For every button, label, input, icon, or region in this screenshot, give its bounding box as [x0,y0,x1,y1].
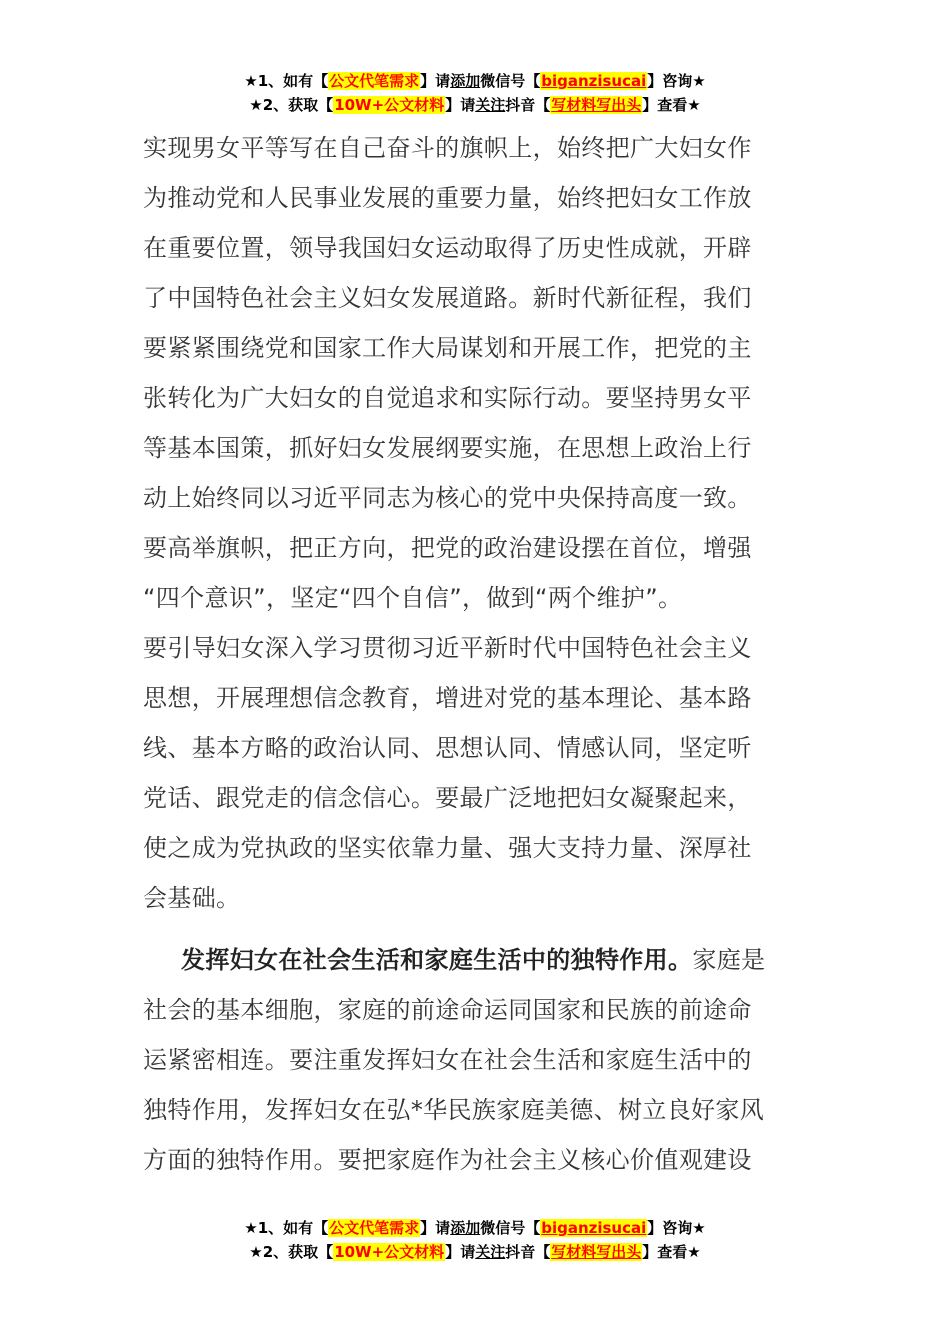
text-line: 社会的基本细胞，家庭的前途命运同国家和民族的前途命 [143,996,752,1024]
text-line: 要引导妇女深入学习贯彻习近平新时代中国特色社会主义 [143,634,752,662]
text-line: 在重要位置，领导我国妇女运动取得了历史性成就，开辟 [143,234,752,262]
banner-text: 微信号【 [480,1219,541,1237]
text-line: 为推动党和人民事业发展的重要力量，始终把妇女工作放 [143,184,752,212]
banner-text: 】请 [420,72,451,90]
text-line: 要高举旗帜，把正方向，把党的政治建设摆在首位，增强 [143,534,752,562]
text-line: 等基本国策，抓好妇女发展纲要实施，在思想上政治上行 [143,434,752,462]
banner-highlight: 10W+公文材料 [334,1243,445,1261]
banner-text: 】查看★ [642,96,701,114]
text-line: 了中国特色社会主义妇女发展道路。新时代新征程，我们 [143,284,752,312]
banner-text: 抖音【 [505,96,551,114]
banner-highlight: 公文代笔需求 [329,72,420,90]
text-line: 实现男女平等写在自己奋斗的旗帜上，始终把广大妇女作 [143,134,752,162]
text-line [143,935,809,985]
banner-text: 】请 [445,1243,476,1261]
document-body [143,123,809,1185]
banner-line-2 [0,1240,950,1264]
banner-text: ★1、如有【 [244,72,329,90]
banner-text: 】请 [445,96,476,114]
text-line: 思想，开展理想信念教育，增进对党的基本理论、基本路 [143,684,752,712]
banner-underlined: 添加 [450,72,481,90]
banner-line-1 [0,69,950,93]
banner-text: 】咨询★ [647,72,706,90]
banner-text: 】咨询★ [647,1219,706,1237]
paragraph-2 [143,935,809,1185]
banner-highlight: 公文代笔需求 [329,1219,420,1237]
footer-banner [0,1216,950,1264]
banner-text: 抖音【 [505,1243,551,1261]
banner-underlined: 关注 [475,96,506,114]
text-line: 要紧紧围绕党和国家工作大局谋划和开展工作，把党的主 [143,334,752,362]
paragraph-heading: 发挥妇女在社会生活和家庭生活中的独特作用。 [181,946,693,974]
banner-text: 】请 [420,1219,451,1237]
banner-text: 】查看★ [642,1243,701,1261]
text-line: 线、基本方略的政治认同、思想认同、情感认同，坚定听 [143,734,752,762]
banner-text: ★2、获取【 [249,96,334,114]
text-run: 家庭是 [692,946,766,974]
banner-highlight: 10W+公文材料 [334,96,445,114]
text-line: 会基础。 [143,884,241,912]
text-line: 使之成为党执政的坚实依靠力量、强大支持力量、深厚社 [143,834,752,862]
banner-line-2 [0,93,950,117]
banner-text: ★2、获取【 [249,1243,334,1261]
wechat-id-link[interactable]: biganzisucai [541,72,647,90]
text-line: 动上始终同以习近平同志为核心的党中央保持高度一致。 [143,484,752,512]
text-line: 张转化为广大妇女的自觉追求和实际行动。要坚持男女平 [143,384,752,412]
wechat-id-link[interactable]: biganzisucai [541,1219,647,1237]
text-line: 独特作用，发挥妇女在弘*华民族家庭美德、树立良好家风 [143,1096,765,1124]
header-banner [0,69,950,117]
paragraph-1 [143,123,809,923]
douyin-account-link[interactable]: 写材料写出头 [551,1243,642,1261]
banner-text: 微信号【 [480,72,541,90]
banner-underlined: 添加 [450,1219,481,1237]
douyin-account-link[interactable]: 写材料写出头 [551,96,642,114]
text-line: “四个意识”，坚定“四个自信”，做到“两个维护”。 [143,584,683,612]
banner-underlined: 关注 [475,1243,506,1261]
text-line: 运紧密相连。要注重发挥妇女在社会生活和家庭生活中的 [143,1046,752,1074]
text-line: 党话、跟党走的信念信心。要最广泛地把妇女凝聚起来， [143,784,752,812]
banner-line-1 [0,1216,950,1240]
banner-text: ★1、如有【 [244,1219,329,1237]
text-line: 方面的独特作用。要把家庭作为社会主义核心价值观建设 [143,1146,752,1174]
